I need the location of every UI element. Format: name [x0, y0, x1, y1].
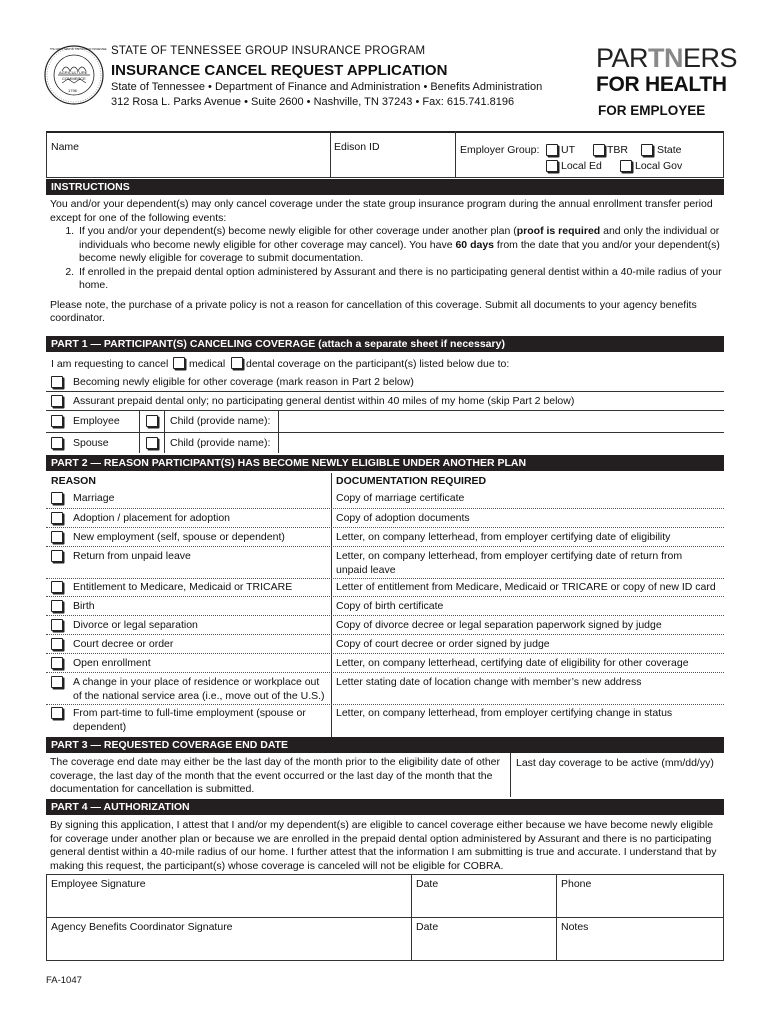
- prepaid-dental-checkbox[interactable]: [51, 395, 63, 407]
- doc-unpaid-leave-line2: unpaid leave: [336, 564, 396, 576]
- local-gov-checkbox[interactable]: [620, 160, 632, 172]
- request-text-b: medical: [189, 358, 226, 370]
- doc-unpaid-leave-line1: Letter, on company letterhead, from employer certifying date of return from: [336, 550, 683, 562]
- instructions-item-2: 2. If enrolled in the prepaid dental option administered by Assurant and there is no participating general dentist within a 40-mile radius of your home.: [77, 266, 722, 293]
- prepaid-dental-label: Assurant prepaid dental only; no participating general dentist within 40 miles of my home (skip Part 2 below): [73, 395, 575, 407]
- phone-field[interactable]: Phone: [561, 878, 592, 890]
- form-title: INSURANCE CANCEL REQUEST APPLICATION: [111, 62, 448, 79]
- seal-top-word: AGRICULTURE: [59, 70, 88, 75]
- part3-heading: PART 3 — REQUESTED COVERAGE END DATE: [46, 737, 724, 753]
- reason-residence-change-line2: of the national service area (i.e., move out of the U.S.): [73, 690, 325, 702]
- state-seal: [44, 45, 107, 105]
- employer-group-label: Employer Group:: [460, 144, 540, 156]
- instructions-note: Please note, the purchase of a private policy is not a reason for cancellation of this coverage. Submit all documents to your agency benefits coordinator.: [50, 298, 697, 324]
- employee-signature-field[interactable]: Employee Signature: [51, 878, 146, 890]
- reason-checkbox-part-to-full-time[interactable]: [51, 707, 63, 719]
- part3-text: The coverage end date may either be the last day of the month prior to the eligibility date of other coverage, the last day of the month that the event occurred or the last day of the month that the documentation for cancellation is submitted.: [50, 756, 501, 795]
- seal-outer-text: THE GREAT SEAL OF THE STATE OF TENNESSEE: [50, 48, 107, 51]
- part4-heading: PART 4 — AUTHORIZATION: [46, 799, 724, 815]
- notes-field[interactable]: Notes: [561, 921, 589, 933]
- tbr-checkbox[interactable]: [593, 144, 605, 156]
- part2-heading: PART 2 — REASON PARTICIPANT(S) HAS BECOME NEWLY ELIGIBLE UNDER ANOTHER PLAN: [46, 455, 724, 471]
- reason-court-decree: Court decree or order: [73, 638, 174, 650]
- doc-adoption: Copy of adoption documents: [336, 512, 470, 524]
- last-day-coverage-field[interactable]: Last day coverage to be active (mm/dd/yy): [516, 757, 714, 769]
- reason-divorce: Divorce or legal separation: [73, 619, 198, 631]
- reason-checkbox-residence-change[interactable]: [51, 676, 63, 688]
- form-id: FA-1047: [46, 975, 82, 986]
- seal-year: 1796: [68, 88, 77, 93]
- reason-checkbox-divorce[interactable]: [51, 619, 63, 631]
- newly-eligible-checkbox[interactable]: [51, 376, 63, 388]
- reason-checkbox-medicare[interactable]: [51, 581, 63, 593]
- reason-adoption: Adoption / placement for adoption: [73, 512, 231, 524]
- newly-eligible-label: Becoming newly eligible for other coverage (mark reason in Part 2 below): [73, 376, 414, 388]
- doc-medicare: Letter of entitlement from Medicare, Medicaid or TRICARE or copy of new ID card: [336, 581, 716, 593]
- doc-residence-change: Letter stating date of location change with member’s new address: [336, 676, 642, 688]
- doc-divorce: Copy of divorce decree or legal separation paperwork signed by judge: [336, 619, 662, 631]
- child1-label[interactable]: Child (provide name):: [170, 415, 271, 427]
- instructions-intro: You and/or your dependent(s) may only cancel coverage under the state group insurance program during the annual enrollment transfer period except for one of the following events:: [50, 198, 713, 224]
- reason-checkbox-marriage[interactable]: [51, 492, 63, 504]
- reason-part-to-full-time-line1: From part-time to full-time employment (spouse or: [73, 707, 306, 719]
- reason-new-employment: New employment (self, spouse or dependent): [73, 531, 285, 543]
- dental-checkbox[interactable]: [231, 357, 243, 369]
- doc-birth: Copy of birth certificate: [336, 600, 444, 612]
- partners-for-health-logo: [596, 43, 738, 123]
- reason-checkbox-birth[interactable]: [51, 600, 63, 612]
- doc-court-decree: Copy of court decree or order signed by judge: [336, 638, 550, 650]
- edison-id-field[interactable]: Edison ID: [334, 141, 380, 153]
- doc-new-employment: Letter, on company letterhead, from employer certifying date of eligibility: [336, 531, 671, 543]
- child1-checkbox[interactable]: [146, 415, 158, 427]
- agency-date-field[interactable]: Date: [416, 921, 439, 933]
- ut-label: UT: [561, 144, 575, 156]
- spouse-checkbox[interactable]: [51, 437, 63, 449]
- state-label: State: [657, 144, 682, 156]
- instructions-item-1: 1. If you and/or your dependent(s) become newly eligible for other coverage under another plan (proof is required and only the individual or individuals who become newly eligible for other coverage may cancel). You have 60 days from the date that you and/or your dependent(s) become newly eligible for coverage to submit documentation.: [77, 225, 722, 266]
- reason-residence-change-line1: A change in your place of residence or workplace out: [73, 676, 320, 688]
- program-name: STATE OF TENNESSEE GROUP INSURANCE PROGRAM: [111, 45, 426, 57]
- request-text-c: dental coverage on the participant(s) listed below due to:: [246, 358, 510, 370]
- reason-unpaid-leave: Return from unpaid leave: [73, 550, 191, 562]
- logo-line3: FOR EMPLOYEE: [598, 103, 706, 118]
- child2-checkbox[interactable]: [146, 437, 158, 449]
- address-line-2: 312 Rosa L. Parks Avenue • Suite 2600 • Nashville, TN 37243 • Fax: 615.741.8196: [111, 96, 515, 108]
- logo-part1: PAR: [596, 43, 649, 73]
- logo-part2: TN: [648, 43, 684, 73]
- medical-checkbox[interactable]: [173, 357, 185, 369]
- child2-label[interactable]: Child (provide name):: [170, 437, 271, 449]
- logo-part3: ERS: [683, 43, 738, 73]
- reason-checkbox-court-decree[interactable]: [51, 638, 63, 650]
- reason-checkbox-unpaid-leave[interactable]: [51, 550, 63, 562]
- logo-line2: FOR HEALTH: [596, 73, 727, 96]
- reason-checkbox-open-enrollment[interactable]: [51, 657, 63, 669]
- instructions-body: [50, 198, 722, 326]
- tbr-label: TBR: [607, 144, 628, 156]
- doc-part-to-full-time: Letter, on company letterhead, from employer certifying change in status: [336, 707, 673, 719]
- local-ed-checkbox[interactable]: [546, 160, 558, 172]
- name-field[interactable]: Name: [51, 141, 80, 153]
- reason-part-to-full-time-line2: dependent): [73, 721, 127, 733]
- part4-text: By signing this application, I attest that I and/or my dependent(s) are eligible to cancel coverage either because we have become newly eligible for coverage under another plan or because we are enrolled in the prepaid dental option administered by Assurant and there is no participating general dentist within a 40-mile radius of our home. I further attest that the information I am submitting is true and accurate. I understand that by making this request, the participant(s) whose coverage is canceled will not be eligible for COBRA.: [50, 819, 717, 872]
- address-line-1: State of Tennessee • Department of Finance and Administration • Benefits Administration: [111, 81, 543, 93]
- employee-label: Employee: [73, 415, 120, 427]
- reason-column-header: REASON: [51, 475, 96, 487]
- employee-checkbox[interactable]: [51, 415, 63, 427]
- spouse-label: Spouse: [73, 437, 109, 449]
- employee-date-field[interactable]: Date: [416, 878, 439, 890]
- reason-checkbox-new-employment[interactable]: [51, 531, 63, 543]
- reason-open-enrollment: Open enrollment: [73, 657, 151, 669]
- state-checkbox[interactable]: [641, 144, 653, 156]
- instructions-heading: INSTRUCTIONS: [46, 179, 724, 195]
- request-text-a: I am requesting to cancel: [51, 358, 169, 370]
- part1-heading: PART 1 — PARTICIPANT(S) CANCELING COVERAGE (attach a separate sheet if necessary): [46, 336, 724, 352]
- doc-marriage: Copy of marriage certificate: [336, 492, 465, 504]
- documentation-column-header: DOCUMENTATION REQUIRED: [336, 475, 487, 487]
- doc-open-enrollment: Letter, on company letterhead, certifying date of eligibility for other coverage: [336, 657, 689, 669]
- agency-signature-field[interactable]: Agency Benefits Coordinator Signature: [51, 921, 233, 933]
- reason-marriage: Marriage: [73, 492, 115, 504]
- reason-medicare: Entitlement to Medicare, Medicaid or TRICARE: [73, 581, 293, 593]
- reason-birth: Birth: [73, 600, 95, 612]
- local-gov-label: Local Gov: [635, 160, 683, 172]
- local-ed-label: Local Ed: [561, 160, 602, 172]
- seal-bottom-word: COMMERCE: [62, 76, 86, 81]
- reason-checkbox-adoption[interactable]: [51, 512, 63, 524]
- ut-checkbox[interactable]: [546, 144, 558, 156]
